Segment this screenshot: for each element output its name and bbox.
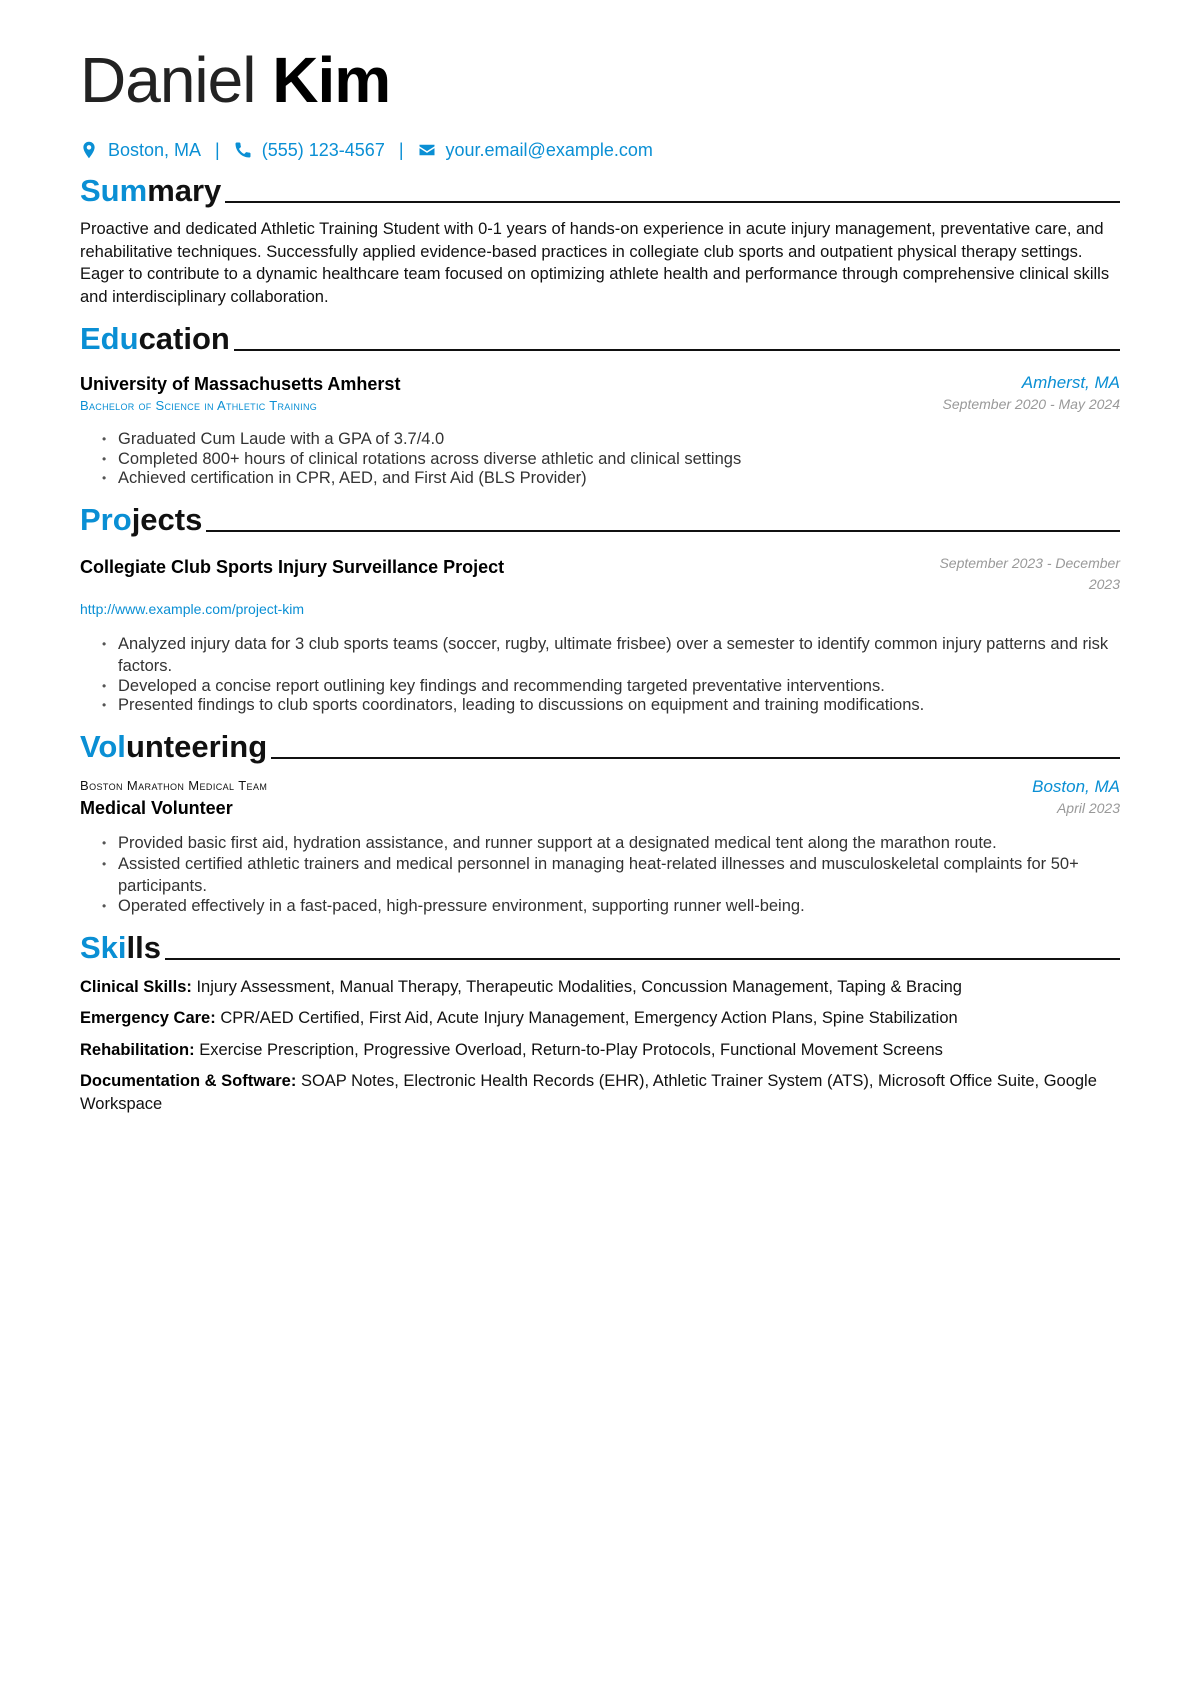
summary-heading: [80, 172, 1120, 210]
section-rule: [271, 757, 1120, 759]
skills-list: [80, 976, 1120, 1116]
organization-name: Boston Marathon Medical Team: [80, 777, 268, 793]
project-bullets: [80, 633, 1120, 716]
school-name: University of Massachusetts Amherst: [80, 374, 401, 394]
phone-text: (555) 123-4567: [261, 139, 385, 160]
list-item: • Provided basic first aid, hydration assistance, and runner support at a designated medical tent along the marathon route.: [118, 834, 1120, 854]
location-text: Boston, MA: [108, 139, 202, 160]
list-item: • Assisted certified athletic trainers and medical personnel in managing heat-related illnesses and musculoskeletal complaints for 50+ participants.: [118, 853, 1120, 897]
list-item: • Presented findings to club sports coordinators, leading to discussions on equipment and training modifications.: [118, 696, 1120, 716]
email-text: your.email@example.com: [445, 139, 653, 160]
section-rule: [225, 201, 1120, 203]
degree-name: Bachelor of Science in Athletic Training: [80, 398, 318, 413]
contact-separator: |: [398, 139, 404, 160]
last-name: Kim: [272, 44, 391, 116]
skill-value: Injury Assessment, Manual Therapy, Therapeutic Modalities, Concussion Management, Taping & Bracing: [196, 977, 962, 996]
education-entry: [80, 372, 1120, 489]
volunteer-dates: April 2023: [1056, 799, 1120, 816]
skill-value: CPR/AED Certified, First Aid, Acute Injury Management, Emergency Action Plans, Spine Stabilization: [220, 1009, 958, 1027]
first-name: Daniel: [80, 44, 256, 116]
skill-row: [80, 1007, 1120, 1030]
contact-location: [80, 140, 201, 161]
skill-label: Rehabilitation:: [80, 1040, 195, 1059]
section-title: Summary: [80, 173, 222, 208]
project-link[interactable]: http://www.example.com/project-kim: [80, 600, 305, 617]
project-dates-line2: 2023: [1088, 575, 1120, 592]
list-item: • Analyzed injury data for 3 club sports teams (soccer, rugby, ultimate frisbee) over a semester to identify common injury patterns and risk factors.: [118, 633, 1120, 677]
projects-heading: [80, 501, 1120, 539]
skill-row: [80, 1070, 1120, 1115]
project-entry: [80, 553, 1120, 716]
candidate-name: [80, 40, 1120, 120]
section-title: Skills: [80, 929, 161, 965]
education-dates: September 2020 - May 2024: [942, 396, 1120, 412]
contact-bar: [80, 138, 1120, 162]
summary-text: Proactive and dedicated Athletic Training Student with 0-1 years of hands-on experience in acute injury management, preventative care, and rehabilitative techniques. Successfully applied evidence-based practices in collegiate club sports and outpatient physical therapy settings. Eager to contribute to a dynamic healthcare team focused on optimizing athlete health and performance through comprehensive clinical skills and interdisciplinary collaboration.: [80, 220, 1110, 306]
education-heading: [80, 320, 1120, 358]
section-rule: [234, 349, 1120, 351]
resume-page: [80, 40, 1120, 1115]
skill-label: Documentation & Software:: [80, 1072, 297, 1090]
volunteering-heading: [80, 728, 1120, 766]
skill-row: [80, 976, 1120, 999]
skill-label: Clinical Skills:: [80, 977, 192, 996]
list-item: • Operated effectively in a fast-paced, high-pressure environment, supporting runner well-being.: [118, 897, 1120, 917]
skills-heading: [80, 929, 1120, 967]
skill-value: SOAP Notes, Electronic Health Records (EHR), Athletic Trainer System (ATS), Microsoft Office Suite, Google Workspace: [80, 1072, 1097, 1113]
section-title: Projects: [80, 501, 203, 537]
phone-icon: [234, 141, 252, 159]
volunteer-bullets: [80, 834, 1120, 917]
project-dates-line1: September 2023 - December: [939, 554, 1120, 571]
contact-separator: |: [215, 139, 220, 160]
list-item: • Completed 800+ hours of clinical rotations across diverse athletic and clinical settings: [118, 450, 1120, 470]
skill-row: [80, 1039, 1120, 1062]
section-title: Volunteering: [80, 728, 268, 764]
volunteer-location: Boston, MA: [1032, 776, 1120, 796]
map-marker-icon: [80, 141, 98, 159]
section-rule: [165, 958, 1120, 960]
envelope-icon: [418, 141, 436, 159]
section-title: Education: [80, 321, 230, 356]
list-item: • Developed a concise report outlining key findings and recommending targeted preventative interventions.: [118, 677, 1120, 697]
project-name: Collegiate Club Sports Injury Surveillance Project: [80, 556, 505, 577]
list-item: • Graduated Cum Laude with a GPA of 3.7/4.0: [118, 430, 1120, 450]
volunteer-entry: [80, 776, 1120, 917]
skill-label: Emergency Care:: [80, 1009, 216, 1027]
contact-email[interactable]: [418, 140, 653, 161]
list-item: • Achieved certification in CPR, AED, and First Aid (BLS Provider): [118, 469, 1120, 489]
education-location: Amherst, MA: [1021, 373, 1120, 392]
volunteer-role: Medical Volunteer: [80, 797, 233, 818]
education-bullets: [80, 430, 1120, 489]
section-rule: [206, 530, 1120, 532]
contact-phone[interactable]: [234, 140, 385, 161]
skill-value: Exercise Prescription, Progressive Overload, Return-to-Play Protocols, Functional Movement Screens: [199, 1040, 943, 1059]
